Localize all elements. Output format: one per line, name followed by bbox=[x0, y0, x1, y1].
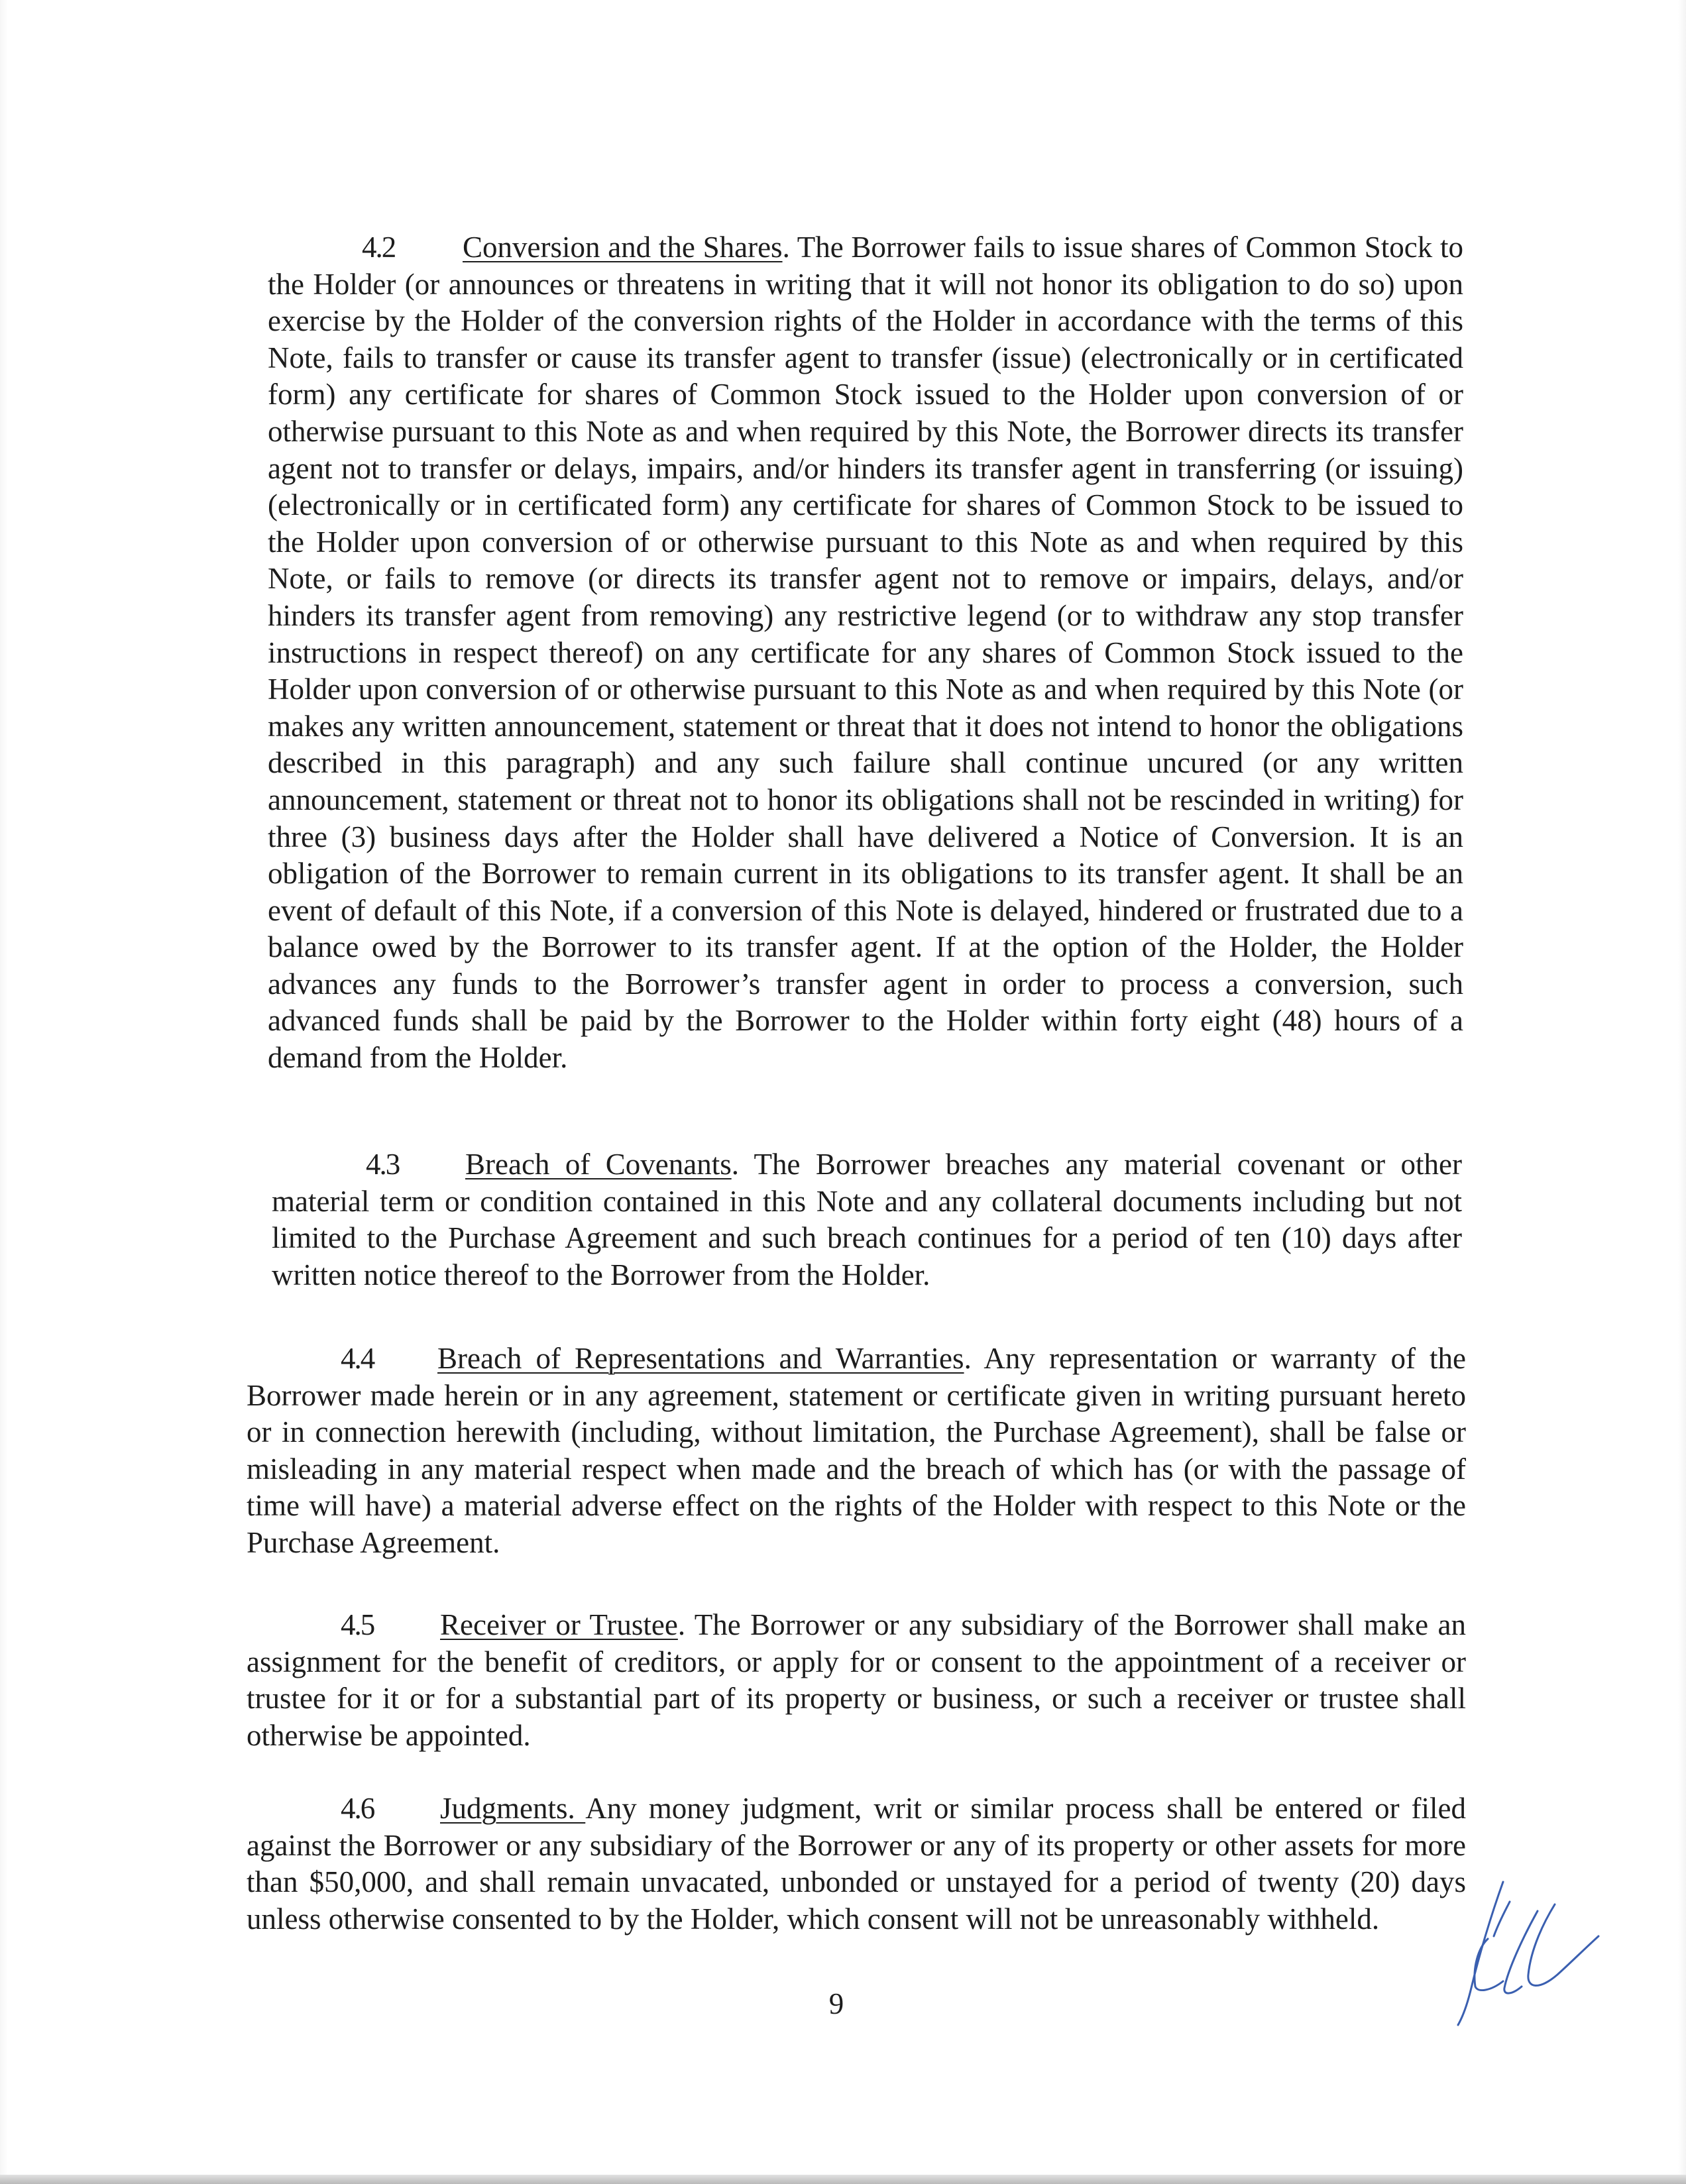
section-4-4 bbox=[247, 1340, 1466, 1562]
section-heading: Judgments. bbox=[440, 1792, 586, 1825]
section-body: . The Borrower or any subsidiary of the Borrower shall make an assignment for the benefit of creditors, or apply for or consent to the appointment of a receiver or trustee for it or for a substantial part of its property or business, or such a receiver or trustee shall otherwise be appointed. bbox=[247, 1608, 1466, 1752]
signature-initials bbox=[1425, 1875, 1624, 2028]
signature-stroke bbox=[1458, 1882, 1503, 2025]
section-number: 4.6 bbox=[341, 1792, 374, 1825]
section-heading: Conversion and the Shares bbox=[463, 231, 783, 264]
scan-bottom-edge bbox=[0, 2175, 1686, 2184]
section-number: 4.4 bbox=[341, 1342, 374, 1375]
section-heading: Breach of Covenants bbox=[465, 1148, 732, 1181]
section-number: 4.5 bbox=[341, 1608, 374, 1641]
section-body: . Any representation or warranty of the Borrower made herein or in any agreement, statement or certificate given in writing pursuant hereto or in connection herewith (including, without limitation, the Purchase Agreement), shall be false or misleading in any material respect when made and the breach of which has (or with the passage of time will have) a material adverse effect on the rights of the Holder with respect to this Note or the Purchase Agreement. bbox=[247, 1342, 1466, 1559]
section-4-3 bbox=[272, 1146, 1462, 1293]
signature-stroke bbox=[1475, 1939, 1503, 1991]
section-body: Any money judgment, writ or similar process shall be entered or filed against the Borrower or any subsidiary of the Borrower or any of its property or other assets for more than $50,000, and shall remain unvacated, unbonded or unstayed for a period of twenty (20) days unless otherwise consented to by the Holder, which consent will not be unreasonably withheld. bbox=[247, 1792, 1466, 1936]
section-body: . The Borrower breaches any material covenant or other material term or condition contained in this Note and any collateral documents including but not limited to the Purchase Agreement and such breach continues for a period of ten (10) days after written notice thereof to the Borrower from the Holder. bbox=[272, 1148, 1462, 1291]
section-number: 4.2 bbox=[362, 231, 396, 264]
section-4-2 bbox=[268, 229, 1463, 1077]
section-heading: Receiver or Trustee bbox=[440, 1608, 678, 1641]
signature-stroke bbox=[1528, 1904, 1599, 1986]
section-4-6 bbox=[247, 1790, 1466, 1938]
section-heading: Breach of Representations and Warranties bbox=[437, 1342, 964, 1375]
section-4-5 bbox=[247, 1607, 1466, 1754]
section-body: . The Borrower fails to issue shares of Common Stock to the Holder (or announces or threatens in writing that it will not honor its obligation to do so) upon exercise by the Holder of the conversion rights of the Holder in accordance with the terms of this Note, fails to transfer or cause its transfer agent to transfer (issue) (electronically or in certificated form) any certificate for shares of Common Stock issued to the Holder upon conversion of or otherwise pursuant to this Note as and when required by this Note, the Borrower directs its transfer agent not to transfer or delays, impairs, and/or hinders its transfer agent in transferring (or issuing) (electronically or in certificated form) any certificate for shares of Common Stock to be issued to the Holder upon conversion of or otherwise pursuant to this Note as and when required by this Note, or fails to remove (or directs its transfer agent not to remove or impairs, delays, and/or hinders its transfer agent from removing) any restrictive legend (or to withdraw any stop transfer instructions in respect thereof) on any certificate for any shares of Common Stock issued to the Holder upon conversion of or otherwise pursuant to this Note as and when required by this Note (or makes any written announcement, statement or threat that it does not intend to honor the obligations described in this paragraph) and any such failure shall continue uncured (or any written announcement, statement or threat not to honor its obligations shall not be rescinded in writing) for three (3) business days after the Holder shall have delivered a Notice of Conversion. It is an obligation of the Borrower to remain current in its obligations to its transfer agent. It shall be an event of default of this Note, if a conversion of this Note is delayed, hindered or frustrated due to a balance owed by the Borrower to its transfer agent. If at the option of the Holder, the Holder advances any funds to the Borrower’s transfer agent in order to process a conversion, such advanced funds shall be paid by the Borrower to the Holder within forty eight (48) hours of a demand from the Holder. bbox=[268, 231, 1463, 1075]
section-number: 4.3 bbox=[366, 1148, 400, 1181]
signature-stroke bbox=[1494, 1902, 1510, 1936]
page-number: 9 bbox=[828, 1987, 844, 2020]
